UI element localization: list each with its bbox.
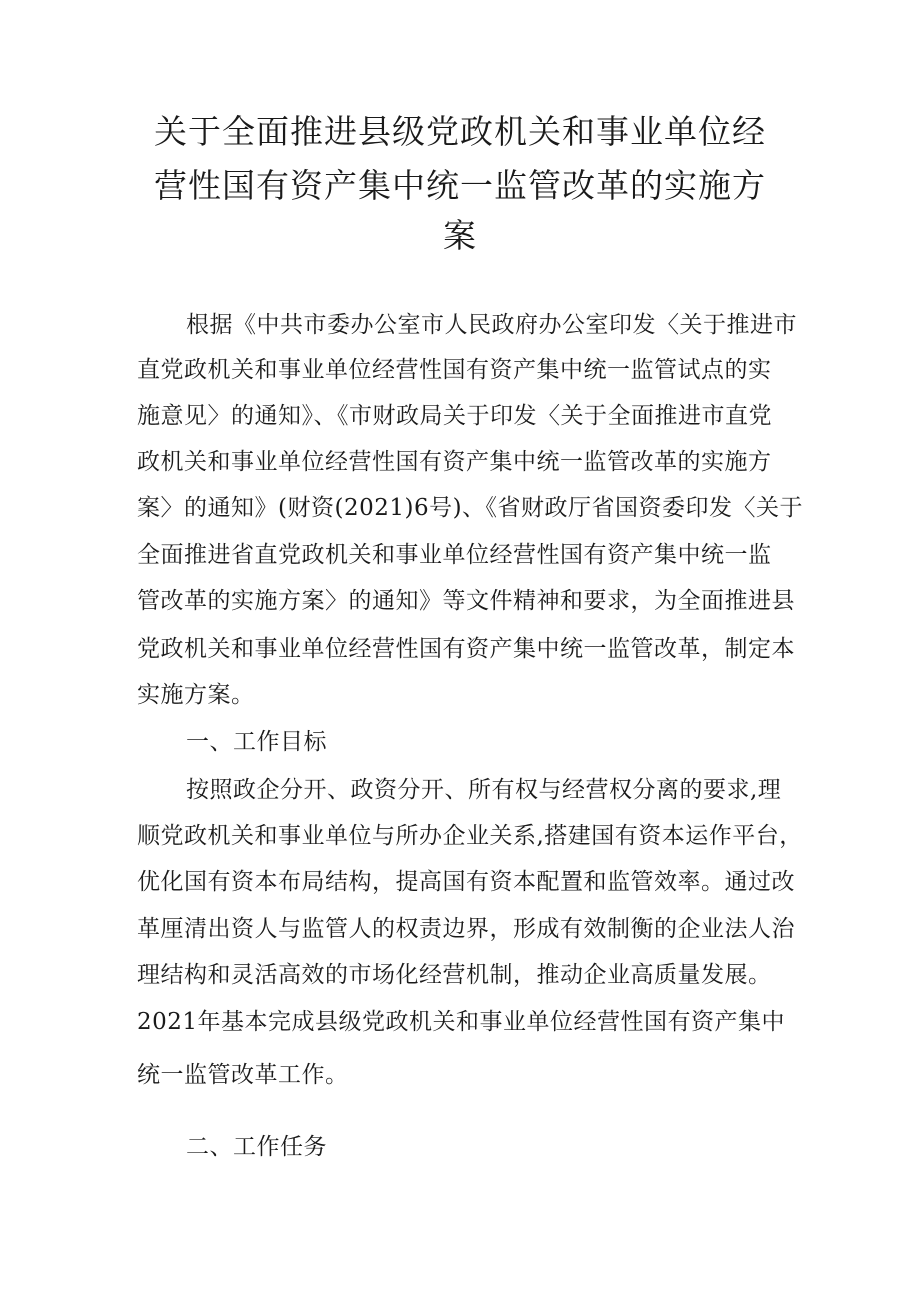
paragraph-2-line: 顺党政机关和事业单位与所办企业关系,搭建国有资本运作平台， (137, 823, 803, 849)
paragraph-1-line: 政机关和事业单位经营性国有资产集中统一监管改革的实施方 (137, 449, 772, 475)
paragraph-2-line: 优化国有资本布局结构，提高国有资本配置和监管效率。通过改 (137, 869, 795, 895)
paragraph-1-line: 全面推进省直党政机关和事业单位经营性国有资产集中统一监 (137, 542, 772, 568)
paragraph-2-line: 理结构和灵活高效的市场化经营机制，推动企业高质量发展。 (137, 962, 772, 988)
paragraph-1-line: 施意见〉的通知》、《市财政局关于印发〈关于全面推进市直党 (137, 403, 772, 429)
document-title-line-3: 案 (443, 216, 477, 255)
paragraph-1-line: 案〉的通知》(财资(2021)6号)、《省财政厅省国资委印发〈关于 (137, 495, 804, 521)
paragraph-2-line: 2021年基本完成县级党政机关和事业单位经营性国有资产集中 (137, 1009, 786, 1035)
paragraph-1-line: 管改革的实施方案〉的通知》等文件精神和要求，为全面推进县 (137, 588, 795, 614)
paragraph-1-line: 根据《中共市委办公室市人民政府办公室印发〈关于推进市 (186, 312, 797, 338)
section-1-heading: 一、工作目标 (186, 729, 327, 755)
paragraph-1-line: 直党政机关和事业单位经营性国有资产集中统一监管试点的实 (137, 357, 772, 383)
paragraph-2-line: 革厘清出资人与监管人的权责边界，形成有效制衡的企业法人治 (137, 916, 795, 942)
paragraph-1-line: 实施方案。 (137, 682, 255, 708)
document-title-line-1: 关于全面推进县级党政机关和事业单位经 (154, 112, 766, 151)
paragraph-1-line: 党政机关和事业单位经营性国有资产集中统一监管改革，制定本 (137, 636, 795, 662)
document-title-line-2: 营性国有资产集中统一监管改革的实施方 (154, 166, 766, 205)
paragraph-2-line: 统一监管改革工作。 (137, 1062, 349, 1088)
paragraph-2-line: 按照政企分开、政资分开、所有权与经营权分离的要求,理 (186, 777, 782, 803)
section-2-heading: 二、工作任务 (186, 1134, 327, 1160)
